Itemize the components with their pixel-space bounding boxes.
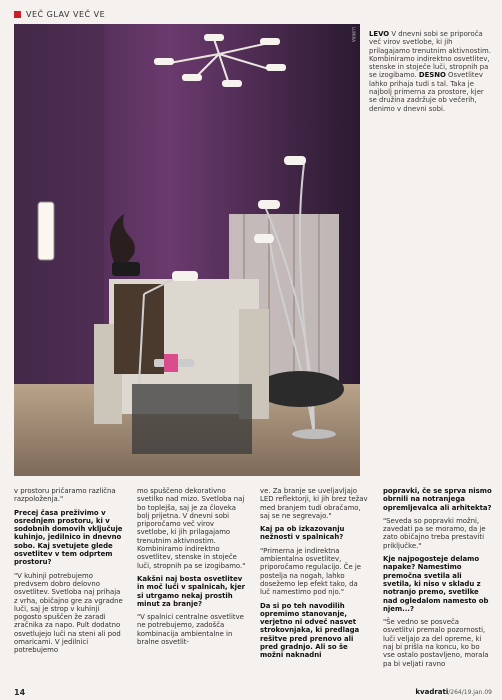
photo-caption xyxy=(369,30,491,113)
caption-text-left: V dnevni sobi se priporoča več virov svetlobe, ki jih prilagajamo trenutnim aktivnostim. Kombiniramo indirektno osvetlitev, stenske in stoječe luči, stropnih pa se izogibamo. xyxy=(369,30,491,80)
paragraph: mo spuščeno dekorativno svetilko nad mizo. Svetloba naj bo toplejša, saj je za človeka bolj prijetna. V dnevni sobi priporočamo več virov svetlobe, ki jih prilagajamo trenutnim aktivnostim. Kombiniramo indirektno osvetlitev, stenske in stoječe luči, stropnih pa se izogibamo." xyxy=(137,487,246,570)
article-body xyxy=(14,487,492,684)
paragraph: "V kuhinji potrebujemo predvsem dobro delovno osvetlitev. Svetloba naj prihaja z vrha, običajno gre za vgradne luči, saj je strop v kuhinji pogosto spuščen že zaradi zračnika za napo. Pult dodatno osvetlujejo luči na steni ali pod omaricami. V jedilnici potrebujemo xyxy=(14,571,123,655)
page-number: 14 xyxy=(14,687,26,697)
page-footer xyxy=(14,687,492,697)
magazine-name: kvadrati xyxy=(415,688,449,696)
section-title: VEČ GLAV VEČ VE xyxy=(26,9,106,19)
question: Kje najpogosteje delamo napake? Namestimo premočna svetila ali svetila, ki niso v skladu z notranjo premo, svetilke nad ogledalom namesto ob njem...? xyxy=(383,555,489,613)
question: popravki, če se sprva nismo obrnili na notranjega opremljevalca ali arhitekta? xyxy=(383,487,492,512)
paragraph: "Primerna je indirektna ambientalna osvetlitev, priporočamo regulacijo. Če je postelja na nogah, lahko dosežemo lep efekt tako, da luč namestimo pod njo." xyxy=(260,546,362,597)
caption-keyword-left: LEVO xyxy=(369,30,390,38)
paragraph: "V spalnici centralne osvetlitve ne potrebujemo, zadošča kombinacija ambientalne in bralne osvetlit- xyxy=(137,613,244,647)
red-square-icon xyxy=(14,11,21,18)
issue-info: /264/19.jan.09 xyxy=(448,689,492,696)
question: Kaj pa ob izkazovanju nežnosti v spalnicah? xyxy=(260,525,345,542)
column-2 xyxy=(137,487,246,684)
caption-keyword-right: DESNO xyxy=(418,71,446,80)
paragraph: ve. Za branje se uveljavljajo LED reflektorji, ki jih brez težav med branjem tudi obračamo, saj se ne segrevajo." xyxy=(260,487,368,520)
column-1 xyxy=(14,487,123,684)
section-header xyxy=(14,8,105,20)
column-3 xyxy=(260,487,369,684)
question: Da si po teh navodilih opremimo stanovanje, verjetno ni odveč nasvet strokovnjaka, ki predlaga rešitve pred prenovo ali pred gradnjo. Ali so še možni naknadni xyxy=(260,601,360,660)
magazine-issue xyxy=(415,688,492,696)
paragraph: "Seveda so popravki možni, zavedati pa se moramo, da je zato običajno treba prestaviti priključke." xyxy=(383,516,486,550)
paragraph: v prostoru pričaramo različna razpoloženja." xyxy=(14,487,116,504)
column-4 xyxy=(383,487,492,684)
photo-credit: LUMIRA xyxy=(351,27,356,42)
paragraph: "Še vedno se posveča osvetlitvi premalo pozornosti, luči veljajo za del opreme, ki naj bi prišla na koncu, ko bo vse ostalo postavljeno, morala pa bi veljati ravno xyxy=(383,618,489,668)
caption-text-right: Osvetlitev lahko prihaja tudi s tal. Taka je najbolj primerna za prostore, kjer se družina zadržuje ob večerih, denimo v dnevni sobi. xyxy=(369,71,484,113)
question: Kakšni naj bosta osvetlitev in moč luči v spalnicah, kjer si utrgamo nekaj prostih minut za branje? xyxy=(137,574,246,608)
interior-photo xyxy=(14,24,360,476)
living-room-illustration xyxy=(14,24,360,476)
question: Precej časa preživimo v osrednjem prostoru, ki v sodobnih domovih vključuje kuhinjo, jedilnico in dnevno sobo. Kaj svetujete glede osvetlitev v tem odprtem prostoru? xyxy=(14,508,123,567)
